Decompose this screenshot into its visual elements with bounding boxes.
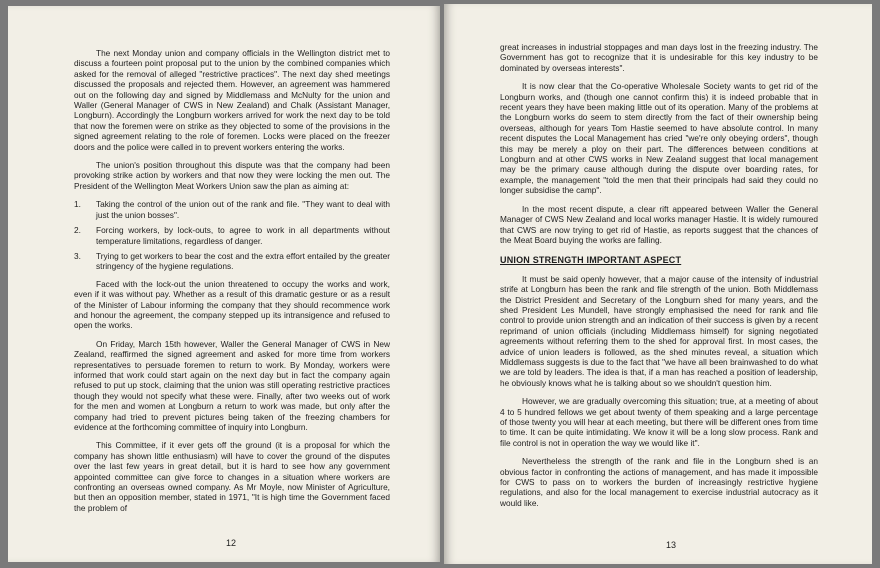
paragraph: However, we are gradually overcoming this situation; true, at a meeting of about 4 to 5 hundred fellows we get about twenty of them speaking and a large percentage of those twenty you will hear at each meeting, but there will be different ones from time to time. It can be quite intimidating. We know it will be a long slow process. Rank and file control is not in operation the way we would like it".: [500, 396, 818, 448]
list-number: 1.: [74, 199, 81, 210]
paragraph: great increases in industrial stoppages and man days lost in the freezing industry. The Government has got to recognize that it is undesirable for this key industry to be dominated by overseas interests".: [500, 42, 818, 73]
demands-list: [74, 199, 390, 271]
list-text: Taking the control of the union out of the rank and file. "They want to deal with just the union bosses".: [96, 199, 390, 220]
list-item: [74, 199, 390, 220]
list-text: Trying to get workers to bear the cost and the extra effort entailed by the greater stringency of the hygiene regulations.: [96, 250, 390, 272]
list-item: [74, 251, 390, 272]
paragraph: Nevertheless the strength of the rank and file in the Longburn shed is an obvious factor in confronting the actions of management, and has made it impossible for CWS to pass on to workers the burden of increasingly restrictive hygiene regulations, and also for the local management to exercise industrial autocracy as it would like.: [500, 456, 818, 508]
right-page: [444, 4, 872, 564]
paragraph: The union's position throughout this dispute was that the company had been provoking strike action by workers and that now they were locking the men out. The President of the Wellington Meat Workers Union saw the plan as aiming at:: [74, 160, 390, 191]
paragraph: In the most recent dispute, a clear rift appeared between Waller the General Manager of CWS New Zealand and local works manager Hastie. It is widely rumoured that CWS are now trying to get rid of Hastie, as reports suggest that the chances of the Meat Board buying the works are falling.: [500, 203, 818, 245]
paragraph: This Committee, if it ever gets off the ground (it is a proposal for which the company has shown little enthusiasm) will have to cover the ground of the disputes over the last few years in great detail, but it is hard to see how any government appointed committee can give force to changes in a situation where workers are confronting an overseas owned company. As Mr Moyle, now Minister of Agriculture, but then an opposition member, stated in 1971, "It is high time the Government faced the problem of: [74, 440, 390, 513]
page-number: 12: [226, 537, 237, 548]
list-number: 3.: [74, 250, 81, 261]
paragraph: Faced with the lock-out the union threatened to occupy the works and work, even if it was without pay. Whether as a result of this dramatic gesture or as a result of the Minister of Labour informing the company that they should recommence work and honour the agreement, the company stepped up its intransigence and refused to open the works.: [74, 278, 390, 331]
list-item: [74, 225, 390, 246]
paragraph: The next Monday union and company officials in the Wellington district met to discuss a fourteen point proposal put to the union by the combined companies which asked for the removal of alleged "restrictive practices". The next day shed meetings discussed the proposals and rejected them. However, an agreement was hammered out on the following day and signed by Middlemass and McNulty for the union and Waller (General Manager of CWS in New Zealand) and Chalk (Assistant Manager, Longburn). Accordingly the Longburn workers arrived for work the next day to be told that now the foremen were on strike as they objected to some of the provisions in the signed agreement relating to the role of foremen. Locks were placed on the freezer doors and the police were called in to prevent workers entering the works.: [74, 48, 390, 152]
paragraph: It is now clear that the Co-operative Wholesale Society wants to get rid of the Longburn works, and (though one cannot confirm this) it is indeed probable that in recent years they have been making little out of its operation. Many of the problems at the Longburn works do seem to stem directly from the fact of their ownership being overseas, although for years Tom Hastie seemed to have absolute control. In many recent disputes the Local Management has cried "we're only obeying orders", though this may be merely a ploy on their part. The differences between conditions at Longburn and at other CWS works in New Zealand suggest that local management may be the primary cause although during the dispute over boarding rates, for example, the management "told the men that their principals had said they could no longer subsidise the camp".: [500, 81, 818, 196]
section-heading: UNION STRENGTH IMPORTANT ASPECT: [500, 255, 682, 266]
list-number: 2.: [74, 225, 81, 236]
page-number: 13: [666, 539, 677, 550]
list-text: Forcing workers, by lock-outs, to agree to work in all departments without temperature limitations, regardless of danger.: [96, 225, 390, 246]
left-page: [8, 6, 440, 562]
paragraph: It must be said openly however, that a major cause of the intensity of industrial strife at Longburn has been the rank and file strength of the union. Both Middlemass the District President and Secretary of the Longburn shed for many years, and the shed President Les Mundell, have strongly emphasised the need for rank and file control to provide union strength and an indication of their success is given by a recent reprimand of union officials (including Middlemass himself) for signing negotiated agreements without referring them to the shed for approval first. In most cases, the advice of union leaders is followed, as the shed minutes reveal, a situation which Middlemass suggests is due to the fact that "we have all been brainwashed to do what we are told by leaders. The idea is that, if a man has reached a position of leadership, he obviously knows what he is talking about so we shouldn't question him.: [500, 273, 818, 388]
paragraph: On Friday, March 15th however, Waller the General Manager of CWS in New Zealand, reaffirmed the signed agreement and asked for more time from workers representatives to persuade foremen to return to work. By Monday, workers were informed that work could start again on the next day but in fact the company again refused to put up stock, claiming that the union was still operating restrictive practices though they would not specify what these were. Finally, after two weeks out of work for the men and women at Longburn a return to work was made, but only after the company had tried to prevent pictures being taken of the freezing chambers for evidence at the forthcoming committee of inquiry into Longburn.: [74, 338, 390, 432]
